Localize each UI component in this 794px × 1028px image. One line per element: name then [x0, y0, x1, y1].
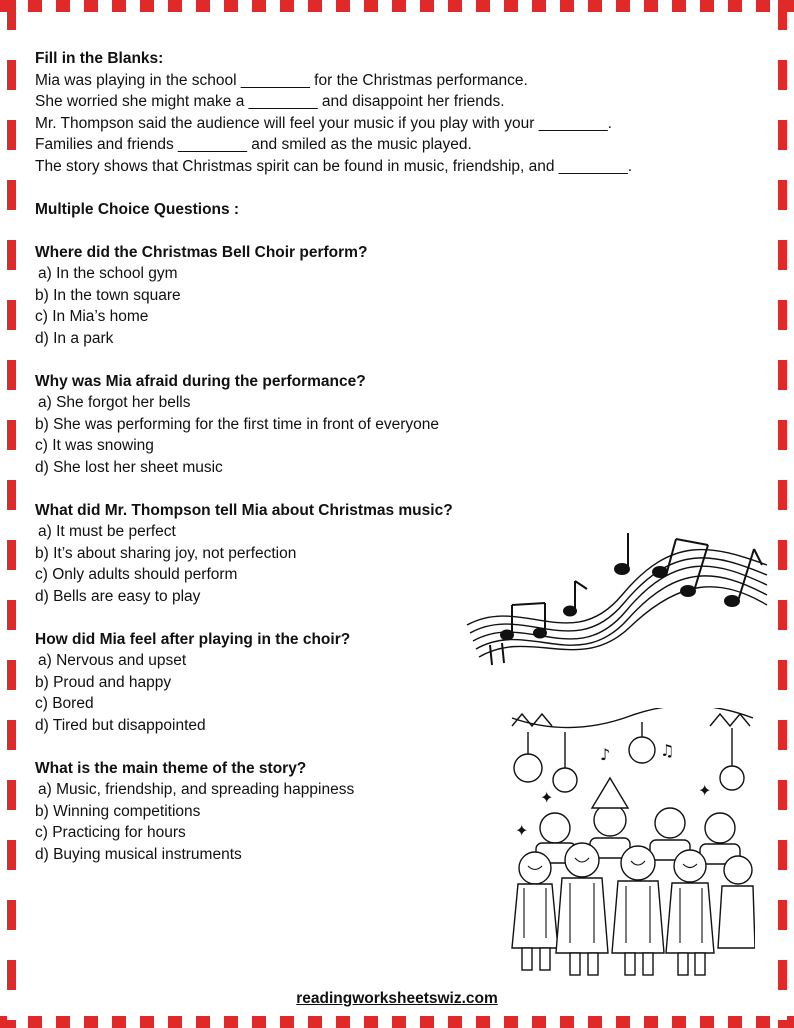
question-1: Where did the Christmas Bell Choir perform? — [35, 243, 368, 261]
option-b: b) It’s about sharing joy, not perfection — [35, 544, 297, 562]
option-d: d) In a park — [35, 329, 114, 347]
option-b: b) In the town square — [35, 286, 181, 304]
option-a: a) In the school gym — [38, 265, 178, 282]
candy-cane-border-top — [0, 0, 794, 12]
music-notes-illustration — [462, 525, 772, 675]
question-5: What is the main theme of the story? — [35, 759, 307, 777]
option-c: c) Practicing for hours — [35, 824, 186, 841]
option-b: b) She was performing for the first time in front of everyone — [35, 415, 440, 433]
mcq-heading: Multiple Choice Questions : — [35, 200, 240, 218]
option-d: d) Tired but disappointed — [35, 716, 206, 734]
option-d: d) Buying musical instruments — [35, 845, 242, 863]
candy-cane-border-left — [7, 0, 16, 1028]
candy-cane-border-bottom — [0, 1016, 794, 1028]
svg-text:♫: ♫ — [660, 741, 675, 760]
option-c: c) It was snowing — [35, 437, 154, 454]
option-a: a) She forgot her bells — [38, 394, 191, 411]
option-a: a) Music, friendship, and spreading happiness — [38, 781, 355, 798]
candy-cane-border-right — [778, 0, 787, 1028]
option-c: c) Bored — [35, 695, 94, 712]
fill-in-blanks-heading: Fill in the Blanks: — [35, 50, 164, 67]
question-3: What did Mr. Thompson tell Mia about Christmas music? — [35, 501, 453, 519]
blank-sentence: Mia was playing in the school ________ for the Christmas performance. — [35, 71, 528, 89]
option-b: b) Winning competitions — [35, 802, 201, 820]
option-d: d) She lost her sheet music — [35, 458, 223, 476]
option-c: c) Only adults should perform — [35, 566, 238, 583]
question-4: How did Mia feel after playing in the choir? — [35, 630, 351, 648]
blank-sentence: Mr. Thompson said the audience will feel your music if you play with your ________. — [35, 114, 612, 132]
option-a: a) It must be perfect — [38, 523, 176, 540]
option-a: a) Nervous and upset — [38, 652, 187, 669]
question-2: Why was Mia afraid during the performance? — [35, 372, 366, 390]
blank-sentence: The story shows that Christmas spirit can be found in music, friendship, and ________. — [35, 157, 633, 175]
blank-sentence: Families and friends ________ and smiled as the music played. — [35, 136, 472, 153]
svg-text:✦: ✦ — [540, 788, 554, 807]
option-c: c) In Mia’s home — [35, 308, 149, 325]
svg-text:✦: ✦ — [515, 821, 529, 840]
option-d: d) Bells are easy to play — [35, 587, 201, 605]
svg-text:✦: ✦ — [698, 781, 712, 800]
svg-text:♪: ♪ — [600, 745, 611, 764]
footer-website[interactable]: readingworksheetswiz.com — [296, 990, 498, 1007]
blank-sentence: She worried she might make a ________ and disappoint her friends. — [35, 93, 505, 110]
christmas-choir-illustration — [510, 708, 755, 978]
option-b: b) Proud and happy — [35, 673, 172, 691]
